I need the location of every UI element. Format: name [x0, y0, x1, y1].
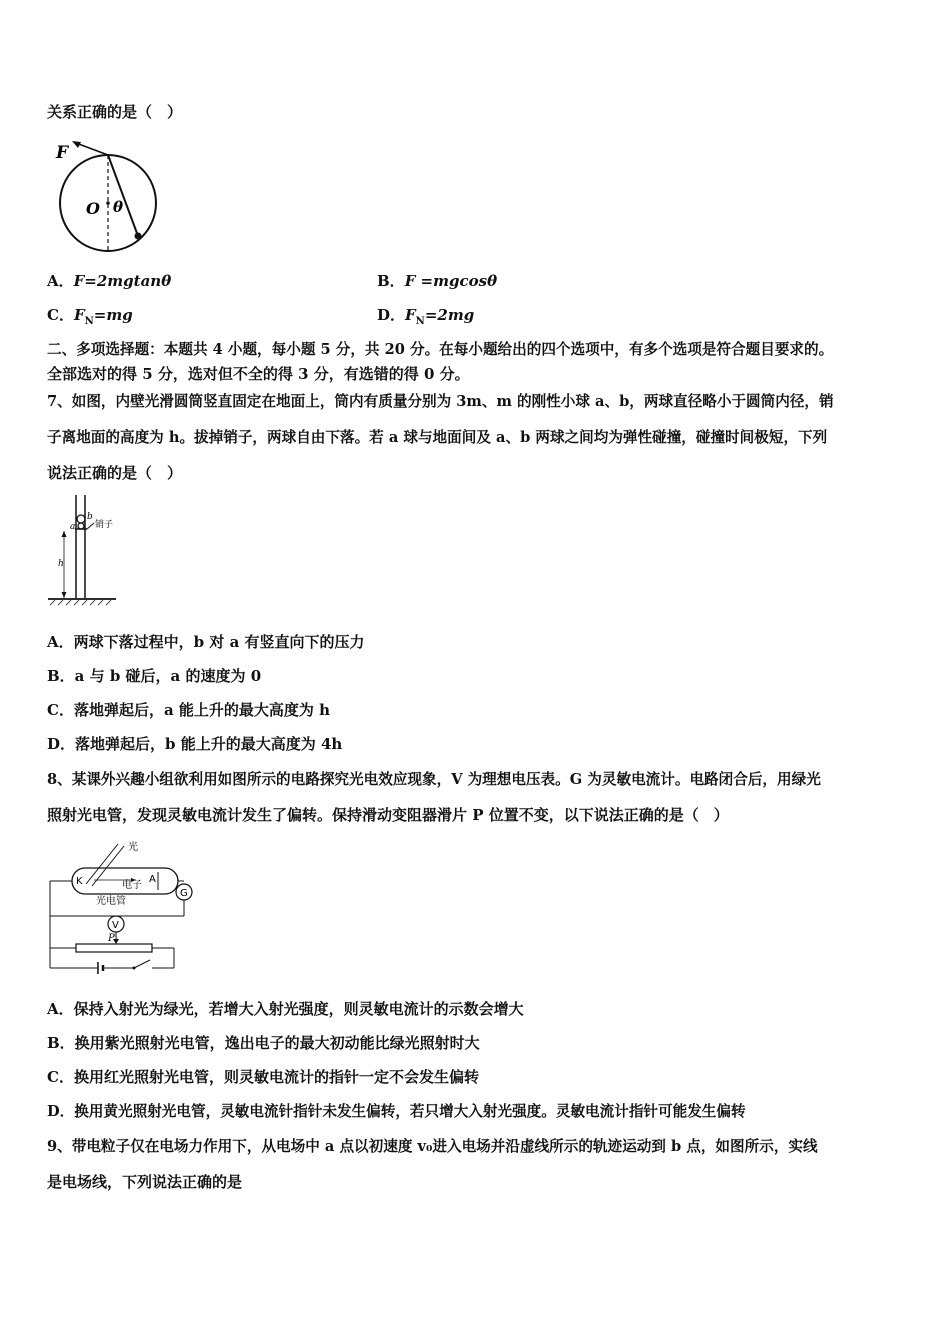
label-v: V [112, 920, 119, 931]
label-electron: 电子 [122, 880, 142, 891]
option-letter: A． [47, 272, 74, 290]
option-rest: =2mg [424, 306, 475, 324]
rod-line [108, 155, 138, 236]
height-arrow-top [62, 531, 67, 537]
pin-pointer [87, 523, 94, 529]
label-pin: 销子 [95, 520, 114, 530]
label-g: G [180, 888, 188, 899]
label-p: P [108, 933, 115, 944]
section2-line1: 二、多项选择题：本题共 4 小题，每小题 5 分，共 20 分。在每小题给出的四个选项中，有多个选项是符合题目要求的。 [47, 341, 834, 358]
ball-a [78, 523, 84, 529]
label-b: b [87, 512, 93, 522]
q7-line2: 子离地面的高度为 h。拔掉销子，两球自由下落。若 a 球与地面间及 a、b 两球之间均为弹性碰撞，碰撞时间极短，下列 [47, 429, 828, 446]
q8-option-c: C．换用红光照射光电管，则灵敏电流计的指针一定不会发生偏转 [47, 1068, 479, 1086]
q7-option-c: C．落地弹起后，a 能上升的最大高度为 h [47, 701, 331, 719]
rheostat [76, 944, 152, 952]
option-f: F [73, 306, 85, 324]
q8-line2: 照射光电管，发现灵敏电流计发生了偏转。保持滑动变阻器滑片 P 位置不变，以下说法正确的是（ ） [47, 806, 729, 824]
label-light: 光 [128, 842, 138, 853]
switch-pivot [133, 967, 136, 970]
q8-figure-circuit [46, 838, 196, 974]
ball-dot [135, 233, 142, 240]
q9-line1: 9、带电粒子仅在电场力作用下，从电场中 a 点以初速度 v₀进入电场并沿虚线所示的轨迹运动到 b 点，如图所示，实线 [47, 1138, 818, 1155]
switch-blade [134, 960, 150, 968]
height-arrow-bottom [62, 592, 67, 598]
q8-option-d: D．换用黄光照射光电管，灵敏电流针指针未发生偏转，若只增大入射光强度。灵敏电流计指针可能发生偏转 [47, 1103, 746, 1120]
option-sub: N [415, 316, 425, 327]
option-letter: D． [377, 306, 406, 324]
q6-option-b [377, 270, 497, 291]
section2-line2: 全部选对的得 5 分，选对但不全的得 3 分，有选错的得 0 分。 [47, 365, 470, 383]
force-arrow-line [76, 143, 108, 155]
label-tube: 光电管 [96, 896, 126, 907]
option-text: F=2mgtanθ [73, 272, 172, 290]
q8-option-b: B．换用紫光照射光电管，逸出电子的最大初动能比绿光照射时大 [47, 1034, 480, 1052]
option-letter: C． [47, 306, 74, 324]
q8-option-a: A．保持入射光为绿光，若增大入射光强度，则灵敏电流计的示数会增大 [47, 1000, 524, 1018]
option-f: F [405, 306, 416, 324]
label-k: K [76, 876, 83, 887]
q6-stem-tail: 关系正确的是（ ） [47, 103, 183, 121]
q6-option-d [377, 304, 474, 327]
label-a: A [149, 874, 156, 885]
option-letter: B． [377, 272, 405, 290]
q6-option-c [47, 304, 133, 327]
label-f: F [56, 143, 69, 163]
q8-line1: 8、某课外兴趣小组欲利用如图所示的电路探究光电效应现象，V 为理想电压表。G 为灵敏电流计。电路闭合后，用绿光 [47, 771, 821, 788]
label-theta: θ [113, 198, 124, 216]
q7-line3: 说法正确的是（ ） [47, 464, 183, 482]
option-rest: =mg [93, 306, 133, 324]
q6-figure-circle [50, 138, 160, 256]
q7-option-b: B．a 与 b 碰后，a 的速度为 0 [47, 667, 262, 685]
light-beam-1 [86, 844, 118, 884]
q7-line1: 7、如图，内壁光滑圆筒竖直固定在地面上，筒内有质量分别为 3m、m 的刚性小球 a、b，两球直径略小于圆筒内径，销 [47, 393, 834, 410]
option-text: F =mgcosθ [404, 272, 498, 290]
q9-line2: 是电场线，下列说法正确的是 [47, 1173, 243, 1191]
option-sub: N [84, 316, 94, 327]
center-dot [106, 201, 110, 205]
label-h: h [58, 559, 64, 569]
q7-option-a: A．两球下落过程中，b 对 a 有竖直向下的压力 [47, 633, 365, 651]
q6-option-a [47, 270, 171, 291]
force-arrow-head [72, 141, 81, 148]
ball-b [77, 515, 85, 523]
label-o: O [86, 199, 100, 218]
q7-figure-tube [46, 495, 126, 607]
q7-option-d: D．落地弹起后，b 能上升的最大高度为 4h [47, 735, 343, 753]
ground-hatch [50, 600, 111, 605]
label-a: a [70, 522, 76, 532]
